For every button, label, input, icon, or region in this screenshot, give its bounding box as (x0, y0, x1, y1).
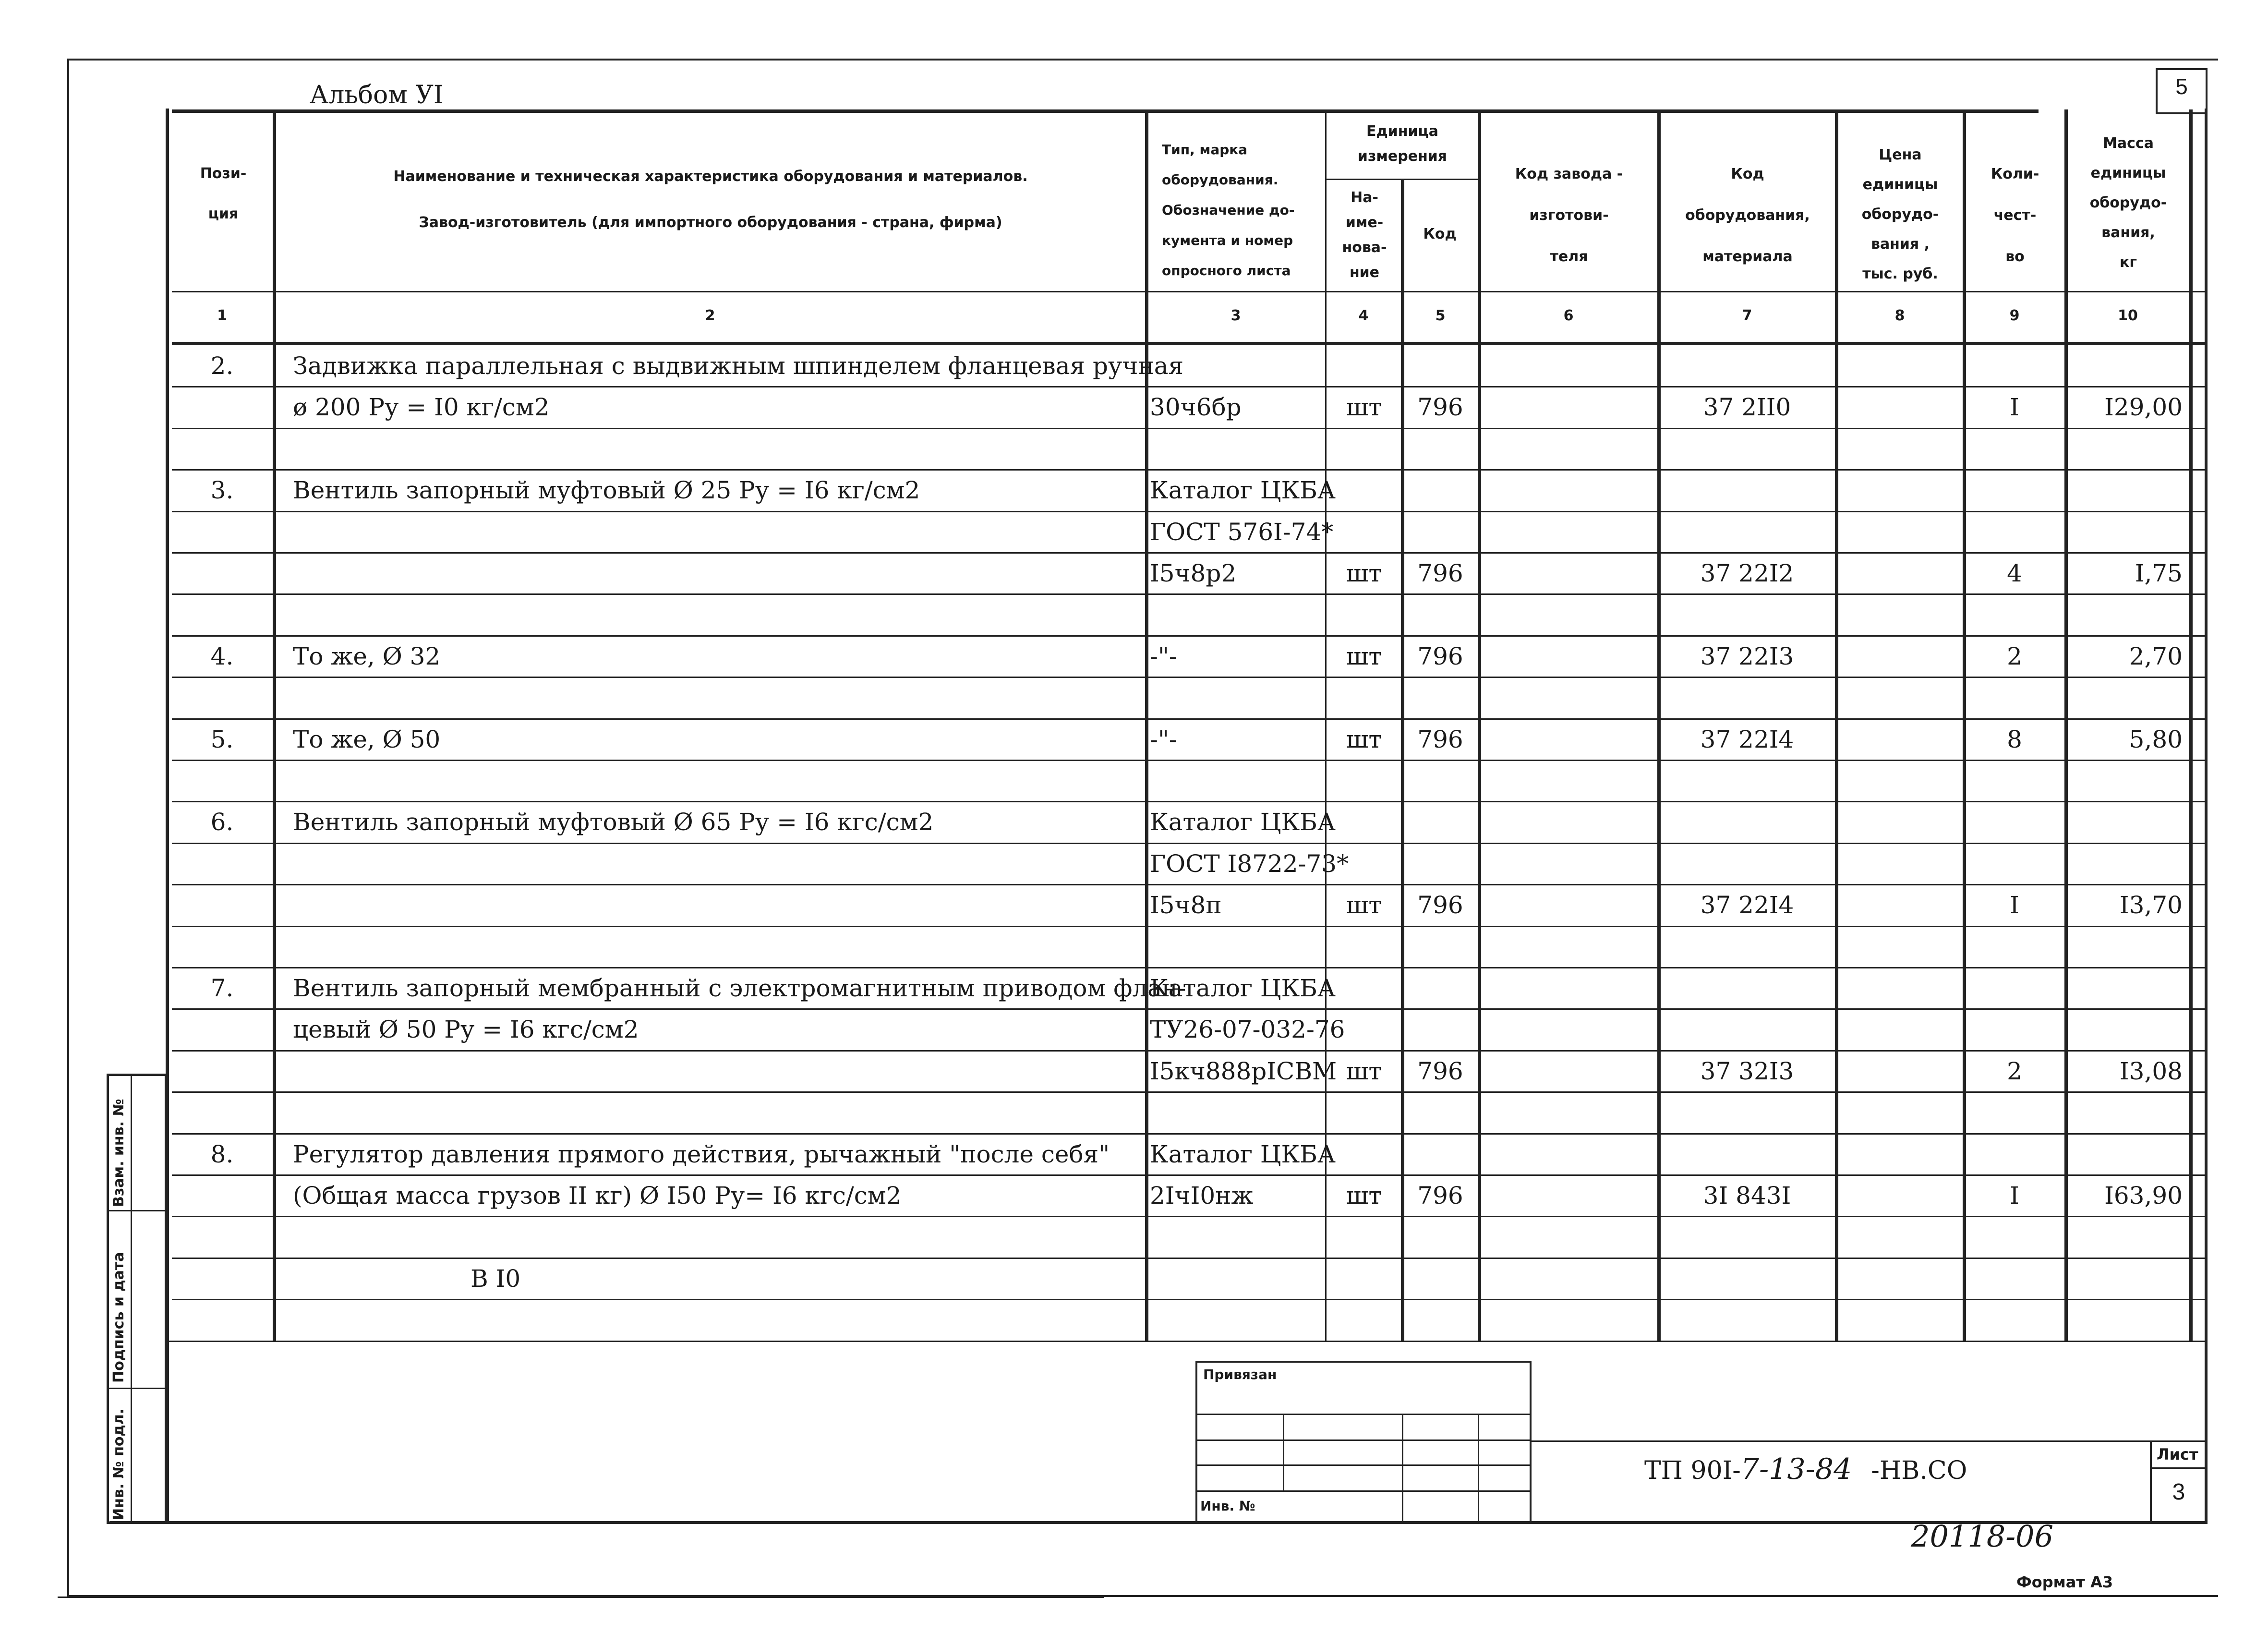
cell-type: ТУ26-07-032-76 (1150, 1016, 1345, 1044)
col-number-9: 9 (2009, 307, 2020, 324)
row-divider (172, 1299, 2208, 1300)
side-stamp-line-1 (107, 1210, 167, 1211)
cell-unit: шт (1346, 393, 1382, 422)
cell-name: Вентиль запорный мембранный с электромагнитным приводом флан- (293, 974, 1186, 1002)
row-divider (172, 1216, 2208, 1217)
row-divider (172, 967, 2208, 968)
cell-quantity: I (2010, 1182, 2019, 1210)
cell-name: То же, Ø 32 (293, 642, 441, 670)
sheet-label: Лист (2157, 1445, 2198, 1464)
cell-position: 3. (210, 476, 234, 505)
header-col1: Пози- ция (200, 165, 247, 222)
col-line-2 (1145, 109, 1148, 1341)
cell-position: 5. (210, 725, 234, 753)
side-label-inv: Инв. № подл. (110, 1408, 127, 1520)
cell-mass: I,75 (2135, 559, 2183, 587)
cell-position: 2. (210, 352, 234, 380)
header-col6: Код завода - изготови- теля (1515, 166, 1623, 265)
header-top-line (172, 109, 2039, 113)
col-number-5: 5 (1435, 307, 1446, 324)
cell-unit-code: 796 (1417, 1057, 1463, 1085)
stamp-vline-1 (1283, 1414, 1284, 1490)
header-col4: На- име- нова- ние (1342, 189, 1387, 281)
cell-name: В I0 (470, 1264, 521, 1293)
cell-name: Регулятор давления прямого действия, рычажный "после себя" (293, 1140, 1110, 1168)
row-divider (172, 926, 2208, 927)
cell-unit: шт (1346, 642, 1382, 670)
row-divider (172, 635, 2208, 637)
bottom-trim-line (58, 1597, 1104, 1598)
cell-type: Каталог ЦКБА (1150, 974, 1336, 1002)
cell-type: 30ч6бр (1150, 393, 1242, 422)
cell-type: Каталог ЦКБА (1150, 808, 1336, 836)
side-label-vzam: Взам. инв. № (110, 1099, 127, 1207)
header-col9: Коли- чест- во (1991, 166, 2039, 265)
row-divider (172, 1258, 2208, 1259)
side-stamp-divider (131, 1074, 132, 1524)
format-label: Формат А3 (2016, 1573, 2113, 1591)
designation-top-line (1532, 1440, 2208, 1442)
row-divider (172, 1008, 2208, 1010)
col-number-3: 3 (1231, 307, 1241, 324)
cell-mass: I3,70 (2119, 891, 2183, 919)
page-number: 5 (2175, 74, 2188, 99)
row-divider (172, 511, 2208, 512)
cell-unit-code: 796 (1417, 393, 1463, 422)
stamp-line-1 (1195, 1414, 1532, 1415)
header-col5: Код (1423, 226, 1457, 242)
cell-equipment-code: 37 22I4 (1700, 891, 1794, 919)
cell-unit-code: 796 (1417, 725, 1463, 753)
header-col8: Цена единицы оборудо- вания , тыс. руб. (1861, 146, 1939, 282)
cell-unit-code: 796 (1417, 559, 1463, 587)
header-col10: Масса единицы оборудо- вания, кг (2089, 135, 2167, 271)
row-divider (172, 884, 2208, 885)
designation: ТП 90I-7-13-84 -НВ.СО (1644, 1452, 1967, 1486)
col-number-4: 4 (1358, 307, 1369, 324)
cell-type: 2IчI0нж (1150, 1182, 1254, 1210)
archive-number: 20118-06 (1911, 1519, 2054, 1554)
numbers-bottom-line (172, 342, 2208, 345)
cell-unit-code: 796 (1417, 642, 1463, 670)
col-number-1: 1 (217, 307, 227, 324)
cell-unit: шт (1346, 1057, 1382, 1085)
col-number-10: 10 (2118, 307, 2138, 324)
row-divider (172, 1133, 2208, 1135)
row-divider (172, 1174, 2208, 1176)
cell-name: Вентиль запорный муфтовый Ø 25 Ру = I6 кг/см2 (293, 476, 920, 505)
cell-quantity: 4 (2007, 559, 2022, 587)
cell-position: 4. (210, 642, 234, 670)
sheet-box-line (2150, 1467, 2208, 1469)
cell-unit-code: 796 (1417, 891, 1463, 919)
col-number-6: 6 (1563, 307, 1574, 324)
cell-unit: шт (1346, 891, 1382, 919)
header-col7: Код оборудования, материала (1685, 166, 1810, 265)
cell-mass: I3,08 (2119, 1057, 2183, 1085)
header-col2: Наименование и техническая характеристика оборудования и материалов. Завод-изготовитель (для импортного оборудования - страна, фирма) (393, 168, 1028, 231)
header-col3: Тип, марка оборудования. Обозначение до- кумента и номер опросного листа (1162, 142, 1295, 278)
cell-type: -"- (1150, 642, 1177, 670)
cell-type: I5ч8п (1150, 891, 1222, 919)
cell-equipment-code: 3I 843I (1703, 1182, 1791, 1210)
cell-equipment-code: 37 32I3 (1700, 1057, 1794, 1085)
cell-type: I5ч8р2 (1150, 559, 1237, 587)
cell-quantity: 2 (2007, 1057, 2022, 1085)
row-divider (172, 1091, 2208, 1093)
col-line-7 (1835, 109, 1838, 1341)
sheet-number: 3 (2172, 1479, 2185, 1505)
row-divider (172, 801, 2208, 802)
stamp-line-3 (1195, 1464, 1532, 1466)
cell-equipment-code: 37 22I2 (1700, 559, 1794, 587)
cell-mass: 2,70 (2129, 642, 2183, 670)
album-title: Альбом УI (310, 81, 444, 109)
cell-quantity: 2 (2007, 642, 2022, 670)
cell-unit: шт (1346, 559, 1382, 587)
row-divider (172, 843, 2208, 844)
cell-name: Вентиль запорный муфтовый Ø 65 Ру = I6 кгс/см2 (293, 808, 934, 836)
cell-position: 8. (210, 1140, 234, 1168)
cell-unit: шт (1346, 1182, 1382, 1210)
stamp-line-4 (1195, 1490, 1532, 1492)
cell-name: Задвижка параллельная с выдвижным шпинделем фланцевая ручная (293, 352, 1184, 380)
row-divider (172, 428, 2208, 429)
cell-quantity: I (2010, 393, 2019, 422)
cell-type: I5кч888рIСВМ (1150, 1057, 1337, 1085)
stamp-vline-2 (1402, 1414, 1403, 1524)
side-stamp-line-2 (107, 1388, 167, 1389)
row-divider (172, 593, 2208, 595)
cell-position: 7. (210, 974, 234, 1002)
stamp-line-2 (1195, 1439, 1532, 1441)
header-bottom-line (172, 291, 2208, 292)
cell-quantity: I (2010, 891, 2019, 919)
cell-type: Каталог ЦКБА (1150, 476, 1336, 505)
cell-unit-code: 796 (1417, 1182, 1463, 1210)
col-line-10 (2189, 109, 2193, 1341)
table-bottom-line (166, 1341, 2206, 1342)
col-line-5 (1478, 109, 1481, 1341)
row-divider (172, 718, 2208, 720)
cell-name: То же, Ø 50 (293, 725, 441, 753)
row-divider (172, 1050, 2208, 1052)
cell-type: ГОСТ I8722-73* (1150, 849, 1349, 878)
cell-name: ø 200 Ру = I0 кг/см2 (293, 393, 550, 422)
cell-equipment-code: 37 2II0 (1703, 393, 1791, 422)
row-divider (172, 386, 2208, 387)
cell-type: Каталог ЦКБА (1150, 1140, 1336, 1168)
header-unit-group: Единица измерения (1357, 123, 1448, 165)
inv-no-label: Инв. № (1200, 1498, 1255, 1514)
row-divider (172, 469, 2208, 471)
cell-type: ГОСТ 576I-74* (1150, 518, 1334, 546)
col-number-7: 7 (1742, 307, 1752, 324)
privyazan-label: Привязан (1203, 1367, 1277, 1382)
cell-quantity: 8 (2007, 725, 2022, 753)
row-divider (172, 552, 2208, 554)
stamp-vline-3 (1478, 1414, 1479, 1524)
side-label-podpis: Подпись и дата (110, 1252, 127, 1383)
col-number-8: 8 (1894, 307, 1905, 324)
cell-mass: I63,90 (2104, 1182, 2183, 1210)
cell-name: (Общая масса грузов II кг) Ø I50 Ру= I6 кгс/см2 (293, 1182, 902, 1210)
col-line-1 (273, 109, 276, 1341)
cell-equipment-code: 37 22I4 (1700, 725, 1794, 753)
cell-name: цевый Ø 50 Ру = I6 кгс/см2 (293, 1016, 639, 1044)
cell-type: -"- (1150, 725, 1177, 753)
row-divider (172, 760, 2208, 761)
row-divider (172, 677, 2208, 678)
cell-unit: шт (1346, 725, 1382, 753)
cell-equipment-code: 37 22I3 (1700, 642, 1794, 670)
cell-position: 6. (210, 808, 234, 836)
col-number-2: 2 (705, 307, 715, 324)
cell-mass: I29,00 (2104, 393, 2183, 422)
cell-mass: 5,80 (2129, 725, 2183, 753)
